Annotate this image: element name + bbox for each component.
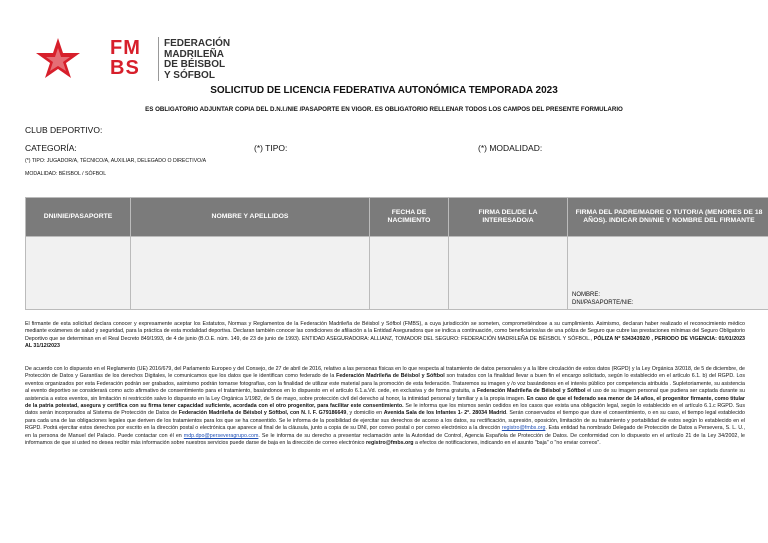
sig-name-label: NOMBRE: xyxy=(572,292,601,298)
club-label: CLUB DEPORTIVO: xyxy=(25,125,103,135)
applicant-table xyxy=(25,197,768,310)
sig-id-label: DNI/PASAPORTE/NIE: xyxy=(572,300,634,306)
star-icon xyxy=(32,36,84,80)
modalidad-note: MODALIDAD: BÉISBOL / SÓFBOL xyxy=(25,171,107,177)
nombre-cell[interactable] xyxy=(131,237,370,310)
form-title: SOLICITUD DE LICENCIA FEDERATIVA AUTONÓMICA TEMPORADA 2023 xyxy=(210,85,558,96)
legal-paragraph-2: De acuerdo con lo dispuesto en el Reglamento (UE) 2016/679, del Parlamento Europeo y del Consejo, de 27 de abril de 2016, relativo a las personas físicas en lo que respecta al tratamiento de datos personales y a la libre circulación de estos datos (RGPD) y la Ley Orgánica 3/2018, de 5 de diciembre, de Protección de Datos y Garantías de los derechos Digitales, le comunicamos que los datos que le identifican como federado de la Federación Madrileña de Béisbol y Sóftbol son tratados con la finalidad llevar a buen fin el encargo solicitado, según lo establecido en el artículo 6.1. b) del RGPD. Los eventos organizados por esta Federación podrán ser grabados, asimismo podrán tomarse fotografías, con la finalidad de utilizar este material para la promoción de esta federación. Trataremos su imagen y /o voz basándonos en el interés público por competencia atribuida . Supletoriamente, su asistencia al evento deportivo se considerará como acto afirmativo de consentimiento para el tratamiento, basándonos en lo dispuesto en el artículo 6.1.a.Vd. cede, en exclusiva y de forma gratuita, a Federación Madrileña de Béisbol y Sóftbol el uso de su imagen personal que pudiera ser captada durante su asistencia a estos eventos, sin limitación ni restricción salvo lo dispuesto en la Ley Orgánica 1/1982, de 5 de mayo, sobre protección civil del derecho al honor, la intimidad personal y familiar y a la propia imagen. En caso de que el federado sea menor de 14 años, el progenitor firmante, como titular de la patria potestad, asegura y certifica con su firma tener capacidad suficiente, acordada con el otro progenitor, para facilitar este consentimiento. Se le informa que los mismos serán cedidos en los casos que exista una obligación legal, según lo establecido en el artículo 6.1.c RGPD. Sus datos serán incorporados al Sistema de Protección de Datos de Federación Madrileña de Béisbol y Sóftbol, con N. I. F. G79186649, y domicilio en Avenida Sala de los Infantes 1- 2ª. 28034 Madrid. Serán conservados el tiempo que dure el consentimiento, o en su caso, el tiempo legal establecido para cada una de las obligaciones legales que deriven de los tratamientos para los que se ha consentido. Se le informa de la posibilidad de ejercitar sus derechos de acceso a los datos, su rectificación, supresión, oposición, limitación de su tratamiento y portabilidad de estos según lo establecido en el RGPD. Podrá ejercitar estos derechos por escrito en la dirección postal o electrónica que aparece al final de la cláusula, junto a copia de su DNI, por correo postal o por correo electrónico a la dirección registro@fmbs.org. Esta entidad ha nombrado Delegado de Protección de Datos a Persevera, S. L. U., en la persona de Manuel del Palacio. Puede contactar con él en mdp.dpo@perseveragrupo.com. Se le informa de su derecho a presentar reclamación ante la Autoridad de Control, Agencia Española de Protección de Datos. De conformidad con lo dispuesto en el artículo 21 de la Ley 34/2002, le informamos de que si usted no desea recibir más información sobre nuestros servicios puede darse de baja en la dirección de correo electrónico registro@fmbs.org a efectos de notificaciones, indicando en el asunto "baja" o "no enviar correos". xyxy=(25,366,745,447)
table-row xyxy=(26,237,768,310)
logo-wordmark: FM BS xyxy=(110,37,141,79)
modalidad-label: (*) MODALIDAD: xyxy=(478,143,543,153)
col-firma-tutor: FIRMA DEL PADRE/MADRE O TUTOR/A (MENORES DE 18 AÑOS). INDICAR DNI/NIE Y NOMBRE DEL FIRMANTE xyxy=(568,198,768,237)
fecha-cell[interactable] xyxy=(370,237,449,310)
table-header-row xyxy=(26,198,768,237)
dpo-email-link[interactable]: mdp.dpo@perseveragrupo.com xyxy=(183,432,259,439)
categoria-label: CATEGORÍA: xyxy=(25,143,77,153)
tipo-note: (*) TIPO: JUGADOR/A, TÉCNICO/A, AUXILIAR, DELEGADO O DIRECTIVO/A xyxy=(25,158,207,164)
organization-name: FEDERACIÓN MADRILEÑA DE BÉISBOL Y SÓFBOL xyxy=(164,38,231,81)
firma-tutor-cell[interactable] xyxy=(568,237,768,310)
col-nombre: NOMBRE Y APELLIDOS xyxy=(131,198,370,237)
logo-divider xyxy=(158,37,159,81)
registro-email-text: registro@fmbs.org xyxy=(365,440,414,447)
fmbs-logo xyxy=(32,34,282,86)
tipo-label: (*) TIPO: xyxy=(254,143,288,153)
form-subtitle: ES OBLIGATORIO ADJUNTAR COPIA DEL D.N.I./NIE /PASAPORTE EN VIGOR. ES OBLIGATORIO RELLENAR TODOS LOS CAMPOS DEL PRESENTE FORMULARIO xyxy=(145,106,623,113)
col-dni: DNI/NIE/PASAPORTE xyxy=(26,198,131,237)
legal-paragraph-1: El firmante de esta solicitud declara conocer y expresamente aceptar los Estatutos, Normas y Reglamentos de la Federación Madrileña de Béisbol y Sófbol (FMBS), a cuya jurisdicción se someten, comprometiéndose a su cumplimiento. Asimismo, declaran haber realizado el reconocimiento médico mediante exámenes de salud y seguridad, para la práctica de esta modalidad deportiva. Declaran también conocer las condiciones de afiliación a la Entidad Aseguradora que se indica a continuación, como beneficiarios/as de una póliza de Seguro que cubre las prestaciones mínimas del Seguro Obligatorio Deportivo que se determinan en el Real Decreto 849/1993, de 4 de junio (B.O.E. núm. 149, de 23 de junio de 1993). ENTIDAD ASEGURADORA: ALLIANZ, TOMADOR DEL SEGURO: FEDERACIÓN MADRILEÑA DE BÉISBOL Y SÓFBOL., PÓLIZA Nº 53434392/0 , PERIODO DE VIGENCIA: 01/01/2023 AL 31/12/2023 xyxy=(25,321,745,350)
registro-email-link[interactable]: registro@fmbs.org xyxy=(501,425,546,432)
col-fecha: FECHA DE NACIMIENTO xyxy=(370,198,449,237)
col-firma: FIRMA DEL/DE LA INTERESADO/A xyxy=(449,198,568,237)
firma-cell[interactable] xyxy=(449,237,568,310)
dni-cell[interactable] xyxy=(26,237,131,310)
